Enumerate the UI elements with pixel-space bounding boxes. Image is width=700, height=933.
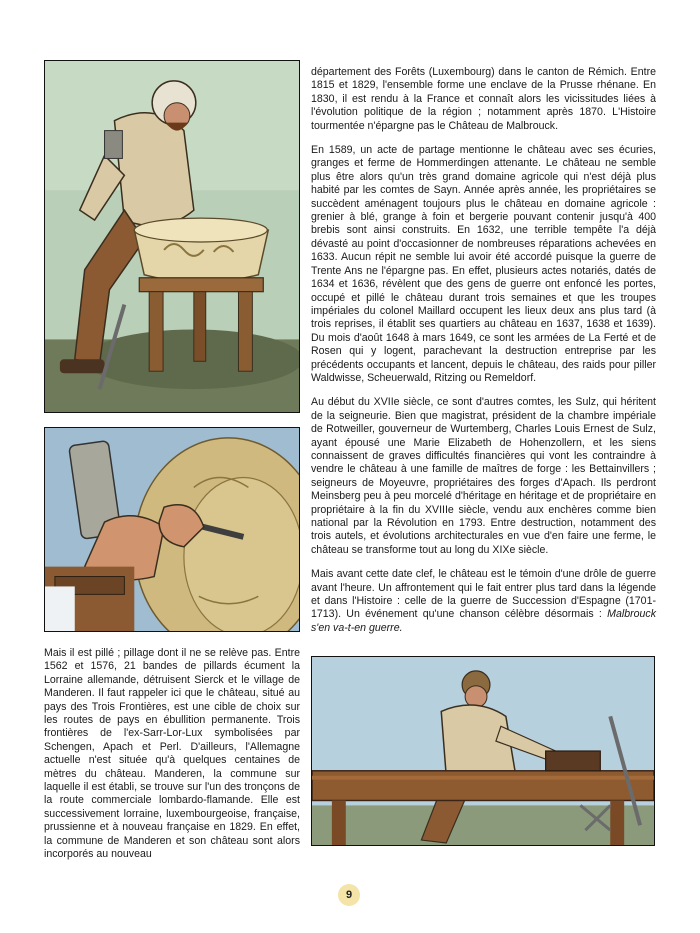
hands-chisel-illustration xyxy=(45,428,299,631)
page-number: 9 xyxy=(338,884,360,906)
right-column-text xyxy=(311,66,656,635)
song-title: Malbrouck s'en va-t-en guerre. xyxy=(311,608,657,634)
right-paragraph-2: En 1589, un acte de partage mentionne le château avec ses écuries, granges et ferme de Hommerdingen attenante. Le château ne semble plus être alors qu'un très grand domaine agricole qui n'est déjà plus habité par les comtes de Sayn. Année après année, les propriétaires se succèdent aménagent toujours plus le château en domaine agricole : grenier à blé, grange à foin et bergerie pouvant contenir jusqu'à 400 brebis sont ainsi construits. En 1632, une terrible tempête l'a déjà dévasté au point d'occasionner de nombreuses réparations achevées en 1633. Aucun répit ne semble lui avoir été accordé puisque la guerre de Trente Ans ne l'épargne pas. En effet, plusieurs actes notariés, datés de 1634 et 1636, révèlent que des gens de guerre ont enfoncé les portes, occupé et pillé le château durant trois semaines et que les troupes impériales du colonel Maillard occupent les lieux deux ans plus tard (à trois reprises, il établit ses quartiers au château en 1637, 1638 et 1639). Du mois d'août 1648 à mars 1649, ce sont les armées de La Ferté et de Rosen qui y logent, parachevant la destruction entreprise par les précédents occupants et lancent, depuis le château, des raids pour piller Waldwisse, Scheuerwald, Ritzing ou Remeldorf. xyxy=(311,144,656,384)
panel-carpenter xyxy=(311,656,655,846)
panel-hands-chisel xyxy=(44,427,300,632)
right-paragraph-3: Au début du XVIIe siècle, ce sont d'autres comtes, les Sulz, qui héritent de la seigneurie. Bien que magistrat, président de la chambre impériale de Rotweiller, gouverneur de Wurtemberg, Charles Louis Ernest de Sulz, ayant épousé une Marie Elizabeth de Hohenzollern, et les siens connaissent de graves difficultés financières qui vont les contraindre à vendre le château à une famille de maîtres de forge : les Bettainvillers ; seigneurs de Moyeuvre, propriétaires des forges d'Apach. Ils perdront Meinsberg peu à peu morcelé d'héritage en héritage et de propriétaire en propriétaire à la fin du XVIIIe siècle, vendu aux enchères comme bien national par la Révolution en 1793. Entre destruction, notamment des trois autels, et évolutions architecturales en vue d'en faire une ferme, le château se transforme tout au long du XIXe siècle. xyxy=(311,396,656,556)
right-paragraph-4 xyxy=(311,568,656,635)
left-paragraph-1: Mais il est pillé ; pillage dont il ne se relève pas. Entre 1562 et 1576, 21 bandes de pillards écument la Lorraine allemande, détruisent Sierck et le village de Manderen. Il faut rappeler ici que le château, situé au pays des Trois Frontières, est une cible de choix sur les routes de pays en ébullition permanente. Trois frontières de l'ex-Sarr-Lor-Lux symbolisées par Schengen, Apach et Perl. D'ailleurs, l'Allemagne actuelle n'est située qu'à quelques centaines de mètres du château. Manderen, la commune sur laquelle il est établi, se trouve sur l'un des tronçons de la route commerciale lombardo-flamande. Elle est successivement lorraine, luxembourgeoise, française, prussienne et à nouveau française en 1829. En effet, la commune de Manderen et son château sont alors incorporés au nouveau xyxy=(44,647,300,861)
left-column-text xyxy=(44,647,300,862)
sculptor-illustration xyxy=(45,61,299,412)
panel-sculptor xyxy=(44,60,300,413)
carpenter-illustration xyxy=(312,657,654,845)
right-paragraph-1: département des Forêts (Luxembourg) dans le canton de Rémich. Entre 1815 et 1829, l'ensemble forme une enclave de la Prusse rhénane. En 1830, il est rendu à la France et connaît alors les vicissitudes liées à l'évolution politique de la région ; notamment après 1870. L'Histoire tourmentée n'épargne pas le Château de Malbrouck. xyxy=(311,66,656,132)
right-paragraph-4-text: Mais avant cette date clef, le château est le témoin d'une drôle de guerre avant l'heure. Un affrontement qui le fait entrer plus tard dans la légende et dans l'Histoire : celle de la guerre de Succession d'Espagne (1701-1713). Un événement qu'une chanson célèbre désormais : xyxy=(311,568,656,621)
